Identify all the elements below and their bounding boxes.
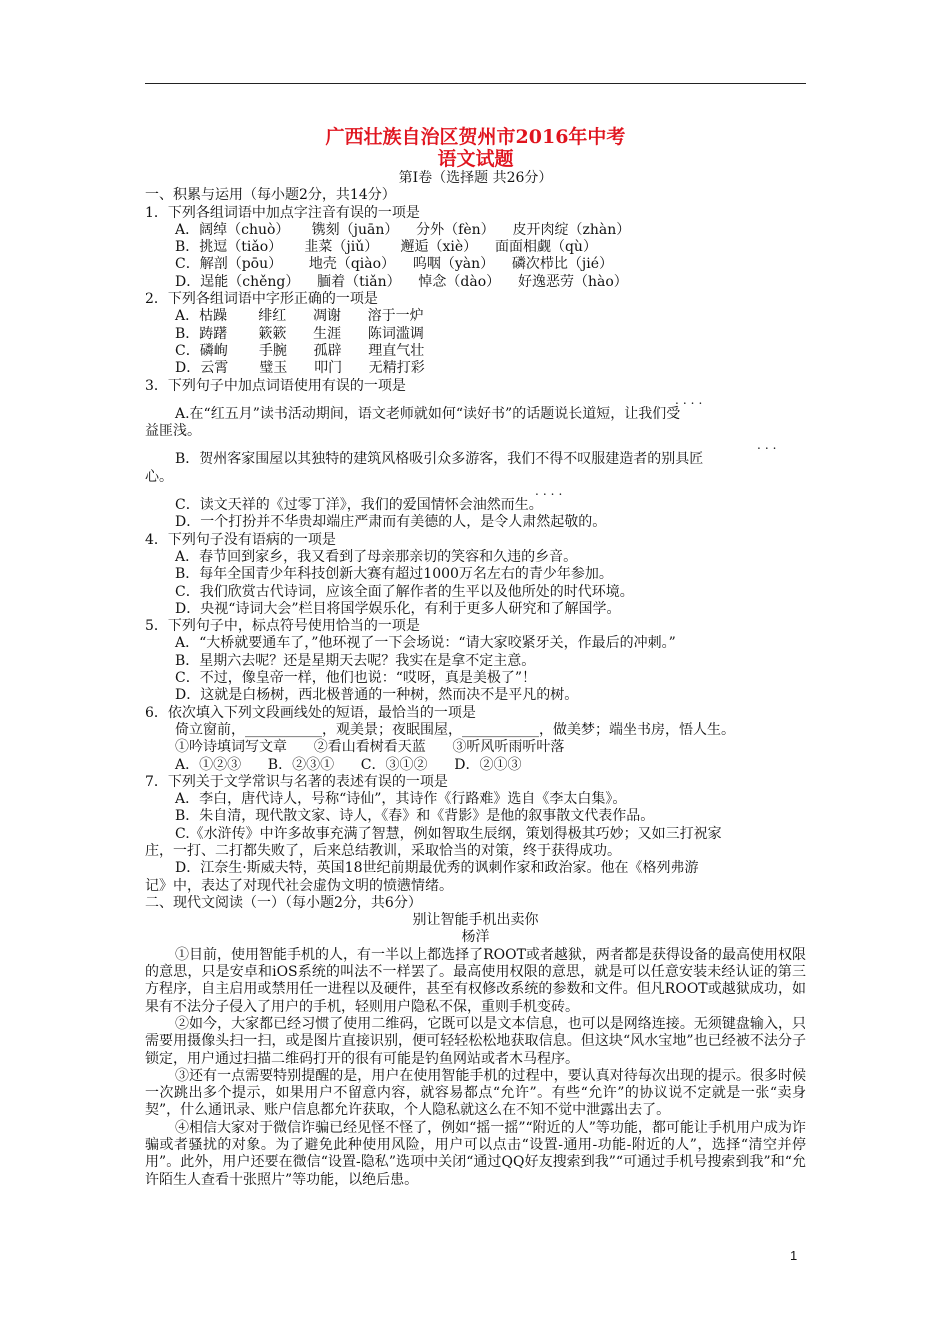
exam-title: 广西壮族自治区贺州市2016年中考 xyxy=(325,126,626,148)
option-line: C．磷峋 手腕 孤辟 理直气壮 xyxy=(175,342,425,359)
option-line: C．解剖（pōu） 地壳（qiào） 呜咽（yàn） 磷次栉比（jié） xyxy=(175,256,614,273)
option-line: 庄，一打、二打都失败了，后来总结教训，采取恰当的对策，终于获得成功。 xyxy=(145,842,621,859)
option-line: D．逞能（chěng） 腼着（tiǎn） 悼念（dào） 好逸恶劳（hào） xyxy=(175,273,628,290)
option-line: B．踌躇 簌簌 生涯 陈词滥调 xyxy=(175,325,424,342)
article-paragraph: ③还有一点需要特别提醒的是，用户在使用智能手机的过程中，要认真对待每次出现的提示。很多时候一次跳出多个提示，如果用户不留意内容，就容易都点“允许”。有些“允许”的协议说不定就是一张“卖身契”，什么通讯录、账户信息都允许获取，个人隐私就这么在不知不觉中泄露出去了。 xyxy=(145,1067,806,1119)
option-line: A．枯躁 绯红 凋谢 溶于一炉 xyxy=(175,308,424,325)
question-stem: 2．下列各组词语中字形正确的一项是 xyxy=(145,291,378,308)
passage-line: 倚立窗前，___________，观美景；夜眠围屋，___________，做美梦；端坐书房，悟人生。 xyxy=(175,721,735,738)
question-stem: 5．下列句子中，标点符号使用恰当的一项是 xyxy=(145,618,420,635)
option-line: C．不过，像皇帝一样，他们也说：“哎呀，真是美极了”！ xyxy=(175,670,537,687)
option-line: C.《水浒传》中许多故事充满了智慧，例如智取生辰纲，策划得极其巧妙；又如三打祝家 xyxy=(175,825,722,842)
option-line: D．央视“诗词大会”栏目将国学娱乐化，有利于更多人研究和了解国学。 xyxy=(175,600,621,617)
emphasis-dots: ... xyxy=(757,438,781,453)
section-heading: 一、积累与运用（每小题2分，共14分） xyxy=(145,187,396,204)
option-line: 益匪浅。 xyxy=(145,423,201,440)
question-stem: 4．下列句子没有语病的一项是 xyxy=(145,531,336,548)
emphasis-dots: .... xyxy=(675,392,707,407)
option-line: A．春节回到家乡，我又看到了母亲那亲切的笑容和久违的乡音。 xyxy=(175,548,578,565)
exam-subtitle: 语文试题 xyxy=(437,148,514,170)
option-line: D．一个打扮并不华贵却端庄严肃而有美德的人，是令人肃然起敬的。 xyxy=(175,514,607,531)
option-line: A.在“红五月”读书活动期间，语文老师就如何“读好书”的话题说长道短，让我们受 xyxy=(175,405,681,422)
section-heading: 二、现代文阅读（一）（每小题2分，共6分） xyxy=(145,894,422,911)
option-line: C．我们欣赏古代诗词，应该全面了解作者的生平以及他所处的时代环境。 xyxy=(175,583,634,600)
option-line: A．“大桥就要通车了，”他环视了一下会场说：“请大家咬紧牙关，作最后的冲刺。” xyxy=(175,635,676,652)
part-heading: 第Ⅰ卷（选择题 共26分） xyxy=(398,170,553,186)
option-line: 心。 xyxy=(145,468,173,485)
option-line: A．李白，唐代诗人，号称“诗仙”，其诗作《行路难》选自《李太白集》。 xyxy=(175,791,627,808)
option-line: C．读文天祥的《过零丁洋》，我们的爱国情怀会油然而生。 xyxy=(175,497,543,514)
option-line: A．阔绰（chuò） 镌刻（juān） 分外（fèn） 皮开肉绽（zhàn） xyxy=(175,221,631,238)
option-line: D．这就是白杨树，西北极普通的一种树，然而决不是平凡的树。 xyxy=(175,687,579,704)
article-paragraph: ②如今，大家都已经习惯了使用二维码，它既可以是文本信息，也可以是网络连接。无须键盘输入，只需要用摄像头扫一扫，或是图片直接识别，便可轻轻松松地获取信息。但这块“风水宝地”也已经被不法分子锁定，用户通过扫描二维码打开的很有可能是钓鱼网站或者木马程序。 xyxy=(145,1015,806,1067)
article-paragraph: ①目前，使用智能手机的人，有一半以上都选择了ROOT或者越狱，两者都是获得设备的最高使用权限的意思，只是安卓和iOS系统的叫法不一样罢了。最高使用权限的意思，就是可以任意安装未经认证的第三方程序，自主启用或禁用任一进程以及硬件，甚至有权修改系统的参数和文件。但凡ROOT或越狱成功，如果有不法分子侵入了用户的手机，轻则用户隐私不保，重则手机变砖。 xyxy=(145,946,806,1015)
emphasis-dots: .... xyxy=(535,484,567,499)
question-stem: 6．依次填入下列文段画线处的短语，最恰当的一项是 xyxy=(145,704,476,721)
article-paragraph: ④相信大家对于微信诈骗已经见怪不怪了，例如“摇一摇”“附近的人”等功能，都可能让手机用户成为诈骗或者骚扰的对象。为了避免此种使用风险，用户可以点击“设置-通用-功能-附近的人”，选择“清空并停用”。此外，用户还要在微信“设置-隐私”选项中关闭“通过QQ好友搜索到我”“可通过手机号搜索到我”和“允许陌生人查看十张照片”等功能，以绝后患。 xyxy=(145,1119,806,1188)
option-line: B．每年全国青少年科技创新大赛有超过1000万名左右的青少年参加。 xyxy=(175,566,613,583)
question-stem: 7．下列关于文学常识与名著的表述有误的一项是 xyxy=(145,773,448,790)
article-title: 别让智能手机出卖你 xyxy=(412,912,539,929)
header-rule xyxy=(145,83,806,84)
option-line: D．江奈生·斯威夫特，英国18世纪前期最优秀的讽刺作家和政治家。他在《格列弗游 xyxy=(175,860,699,877)
question-stem: 3．下列句子中加点词语使用有误的一项是 xyxy=(145,377,406,394)
option-line: B．朱自清，现代散文家、诗人，《春》和《背影》是他的叙事散文代表作品。 xyxy=(175,808,655,825)
option-line: 记》中，表达了对现代社会虚伪文明的愤懑情绪。 xyxy=(145,877,453,894)
option-line: B．挑逗（tiǎo） 韭菜（jiǔ） 邂逅（xiè） 面面相觑（qù） xyxy=(175,239,597,256)
option-line: B．贺州客家围屋以其独特的建筑风格吸引众多游客，我们不得不叹服建造者的别具匠 xyxy=(175,451,704,468)
exam-page xyxy=(145,126,806,1189)
option-line: A．①②③ B．②③① C．③①② D．②①③ xyxy=(175,756,522,773)
option-line: ①吟诗填词写文章 ②看山看树看天蓝 ③听风听雨听叶落 xyxy=(175,739,565,756)
option-line: D．云霄 璧玉 叩门 无精打彩 xyxy=(175,360,425,377)
article-author: 杨洋 xyxy=(461,929,490,946)
option-line: B．星期六去呢？还是星期天去呢？我实在是拿不定主意。 xyxy=(175,652,536,669)
page-number: 1 xyxy=(790,1248,798,1263)
question-stem: 1．下列各组词语中加点字注音有误的一项是 xyxy=(145,204,420,221)
